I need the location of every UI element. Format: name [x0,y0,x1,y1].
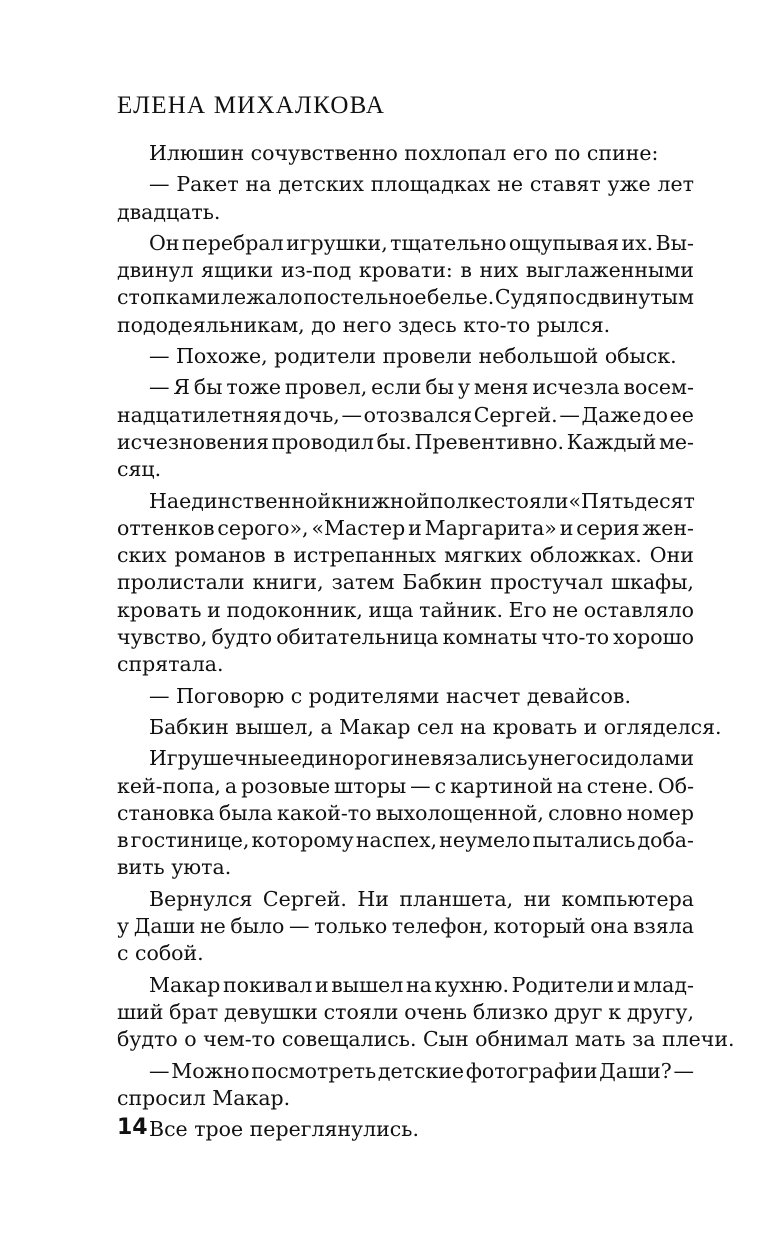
text-line: кей-попа, а розовые шторы — с картиной на стене. Об- [117,773,694,798]
text-line: с собой. [117,941,204,966]
text-line: На единственной книжной полке стояли «Пятьдесят [149,488,695,513]
paragraph [117,374,694,483]
text-line: — Я бы тоже провел, если бы у меня исчезла восем- [149,375,694,400]
text-line: ских романов в истрепанных мягких обложках. Они [117,543,694,568]
text-line: спросил Макар. [117,1085,291,1110]
paragraph [117,745,694,881]
body-text [117,140,735,1143]
text-line: пододеяльникам, до него здесь кто-то рылся. [117,312,611,337]
text-line: вить уюта. [117,855,232,880]
text-line: будто о чем-то совещались. Сын обнимал мать за плечи. [117,1027,735,1052]
text-line: Он перебрал игрушки, тщательно ощупывая их. Вы- [149,230,694,255]
running-header-author: ЕЛЕНА МИХАЛКОВА [117,92,386,119]
paragraph [117,1058,694,1113]
text-line: кровать и подоконник, ища тайник. Его не оставляло [117,597,694,622]
text-line: ший брат девушки стояли очень близко друг к другу, [117,999,694,1024]
paragraph [117,140,694,167]
text-line: — Ракет на детских площадках не ставят уже лет [149,172,694,197]
text-line: чувство, будто обитательница комнаты что-то хорошо [117,625,694,650]
text-line: двадцать. [117,199,221,224]
text-line: в гостинице, которому наспех, неумело пытались доба- [117,828,694,853]
paragraph [117,886,694,968]
text-line: сяц. [117,457,162,482]
text-line: Илюшин сочувственно похлопал его по спине: [149,141,659,165]
paragraph [117,1116,694,1143]
text-line: спрятала. [117,652,224,677]
text-line: Вернулся Сергей. Ни планшета, ни компьютера [149,886,694,911]
text-line: надцатилетняя дочь, — отозвался Сергей. — Даже до ее [117,402,694,427]
text-line: Игрушечные единороги не вязались у него с идолами [149,746,694,771]
text-line: становка была какой-то выхолощенной, словно номер [117,800,694,825]
text-line: — Можно посмотреть детские фотографии Даши? — [149,1058,694,1083]
paragraph [117,343,694,370]
text-line: у Даши не было — только телефон, который она взяла [117,914,694,939]
text-line: — Похоже, родители провели небольшой обыск. [149,344,677,369]
page-number: 14 [117,1115,148,1140]
paragraph [117,171,694,226]
text-line: Макар покивал и вышел на кухню. Родители и млад- [149,972,694,997]
paragraph [117,230,694,339]
text-line: пролистали книги, затем Бабкин простучал шкафы, [117,570,694,595]
text-line: оттенков серого», «Мастер и Маргарита» и серия жен- [117,515,694,540]
paragraph [117,714,722,741]
paragraph [117,683,694,710]
text-line: Бабкин вышел, а Макар сел на кровать и огляделся. [149,714,722,739]
text-line: стопками лежало постельное белье. Судя по сдвинутым [117,285,694,310]
text-line: Все трое переглянулись. [149,1117,419,1142]
text-line: — Поговорю с родителями насчет девайсов. [149,683,631,708]
paragraph [117,488,694,679]
text-line: двинул ящики из-под кровати: в них выглаженными [117,258,694,283]
paragraph [117,972,735,1054]
text-line: исчезновения проводил бы. Превентивно. Каждый ме- [117,429,694,454]
